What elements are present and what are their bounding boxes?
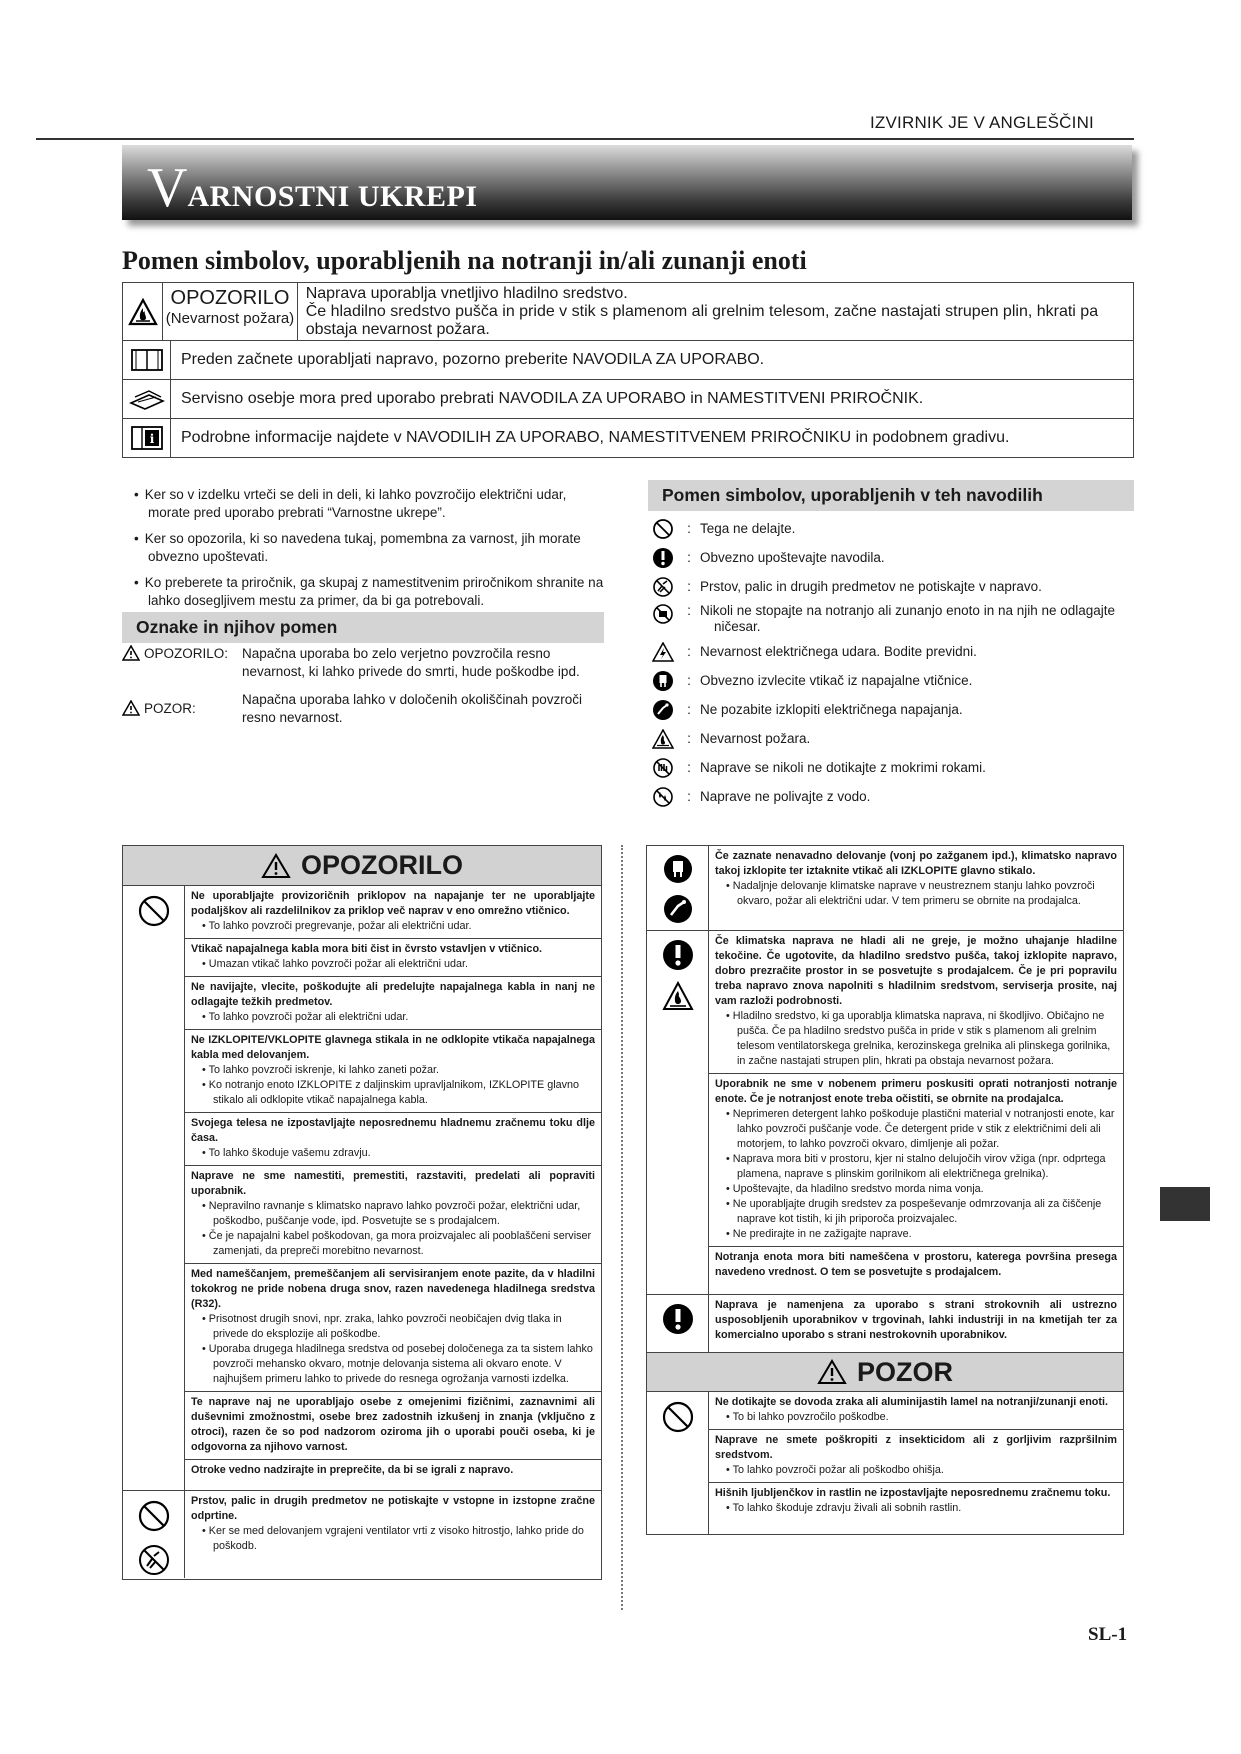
original-language-note: IZVIRNIK JE V ANGLEŠČINI: [870, 113, 1094, 132]
warning-item-title: Naprave ne sme namestiti, premestiti, razstaviti, predelati ali popraviti uporabnik.: [191, 1170, 595, 1197]
legend-text: Ne pozabite izklopiti električnega napajanja.: [700, 701, 963, 717]
warning-item-title: Ne uporabljajte provizoričnih priklopov na napajanje ter ne uporabljajte podaljškov ali razdelilnikov za priklop več naprav v eno omrežno vtičnico.: [191, 890, 595, 917]
warning-item: [185, 1263, 601, 1391]
warning-item-title: Naprava je namenjena za uporabo s strani strokovnih ali ustrezno usposobljenih uporabnikov v trgovinah, lahki industriji in na kmetijah ter za komercialno uporabo s strani nestrokovnih uporabnikov.: [715, 1299, 1117, 1341]
prohibition-icon: [661, 1400, 695, 1434]
page-number: SL-1: [1088, 1624, 1128, 1645]
mandatory-icon: [648, 547, 678, 569]
warning-text: [298, 283, 1133, 340]
warning-item-note: • Ne predirajte in ne zažigajte naprave.: [715, 1227, 1117, 1242]
unplug-icon: [663, 854, 693, 884]
warning-item: [709, 1246, 1123, 1284]
legend-text: Naprave ne polivajte z vodo.: [700, 788, 871, 804]
legend-row: : Obvezno izvlecite vtikač iz napajalne vtičnice.: [648, 666, 1134, 695]
warning-item-title: Ne IZKLOPITE/VKLOPITE glavnega stikala in ne odklopite vtikača napajalnega kabla med delovanjem.: [191, 1034, 595, 1061]
electric-shock-icon: [648, 641, 678, 663]
warning-group-icons: [647, 1392, 709, 1534]
warning-item-note: • Uporaba drugega hladilnega sredstva od posebej določenega za ta sistem lahko povzroči mehansko okvaro, motnje delovanja sistema ali okvaro enote. V najhujšem primeru lahko to privede do resnega ogrožanja varnosti izdelka.: [191, 1342, 595, 1387]
warning-group-body: [185, 886, 601, 1490]
legend-text: Prstov, palic in drugih predmetov ne potiskajte v napravo.: [700, 578, 1042, 594]
unplug-icon: [648, 670, 678, 692]
warning-item: [709, 1073, 1123, 1246]
warning-item: [185, 938, 601, 976]
warning-item-title: Med nameščanjem, premeščanjem ali servisiranjem enote pazite, da v hladilni tokokrog ne pride nobena druga snov, razen navedenega hladilnega sredstva (R32).: [191, 1268, 595, 1310]
mark-label: [122, 645, 242, 681]
mark-label: [122, 691, 242, 727]
no-water-icon: [648, 786, 678, 808]
legend-list: [648, 514, 1134, 811]
legend-row: : Naprave ne polivajte z vodo.: [648, 782, 1134, 811]
caution-title: POZOR: [856, 1356, 953, 1387]
warning-item: [185, 1112, 601, 1165]
prohibition-icon: [648, 518, 678, 540]
warning-group: [123, 1490, 601, 1578]
fire-hazard-icon: [648, 728, 678, 750]
warning-item-title: Naprave ne smete poškropiti z insekticidom ali z gorljivim razpršilnim sredstvom.: [715, 1434, 1117, 1461]
caution-header: [647, 1352, 1123, 1392]
caution-triangle-icon: [817, 1359, 847, 1385]
service-manual-icon: [123, 380, 171, 418]
mark-label-text: POZOR:: [144, 701, 196, 716]
caution-group: [647, 1392, 1123, 1534]
no-wet-hands-icon: [648, 757, 678, 779]
fire-warning-icon: [123, 283, 163, 340]
intro-bullets: [122, 486, 612, 618]
warning-group: [647, 930, 1123, 1294]
warning-triangle-icon: [261, 853, 291, 879]
warning-item: [185, 1029, 601, 1112]
warning-item-note: • To lahko škoduje vašemu zdravju.: [191, 1146, 595, 1161]
warning-table: [122, 845, 602, 1580]
symbol-row-manual: [123, 340, 1133, 379]
symbol-row-text: Podrobne informacije najdete v NAVODILIH ZA UPORABO, NAMESTITVENEM PRIROČNIKU in podobnem gradivu.: [181, 429, 1010, 446]
switch-off-icon: [663, 894, 693, 924]
warning-sub: (Nevarnost požara): [165, 310, 295, 327]
warning-item-note: • To bi lahko povzročilo poškodbe.: [715, 1410, 1117, 1425]
warning-item: [185, 1459, 601, 1482]
marks-heading: Oznake in njihov pomen: [122, 612, 604, 643]
warning-item-note: • To lahko povzroči pregrevanje, požar ali električni udar.: [191, 919, 595, 934]
mark-row-caution: [122, 691, 612, 727]
warning-item: [709, 846, 1123, 913]
warning-item-note: • Naprava mora biti v prostoru, kjer ni stalno delujočih virov vžiga (npr. odprtega plamena, naprave s plinskim gorilnikom ali električnega grelnika).: [715, 1152, 1117, 1182]
warning-item-note: • Nadaljnje delovanje klimatske naprave v neustreznem stanju lahko povzroči okvaro, požar ali električni udar. V tem primeru se obrnite na prodajalca.: [715, 879, 1117, 909]
mandatory-icon: [662, 1303, 694, 1335]
warning-item: [709, 931, 1123, 1073]
warning-item: [709, 1482, 1123, 1520]
right-warning-table: [646, 845, 1124, 1535]
prohibition-icon: [137, 1499, 171, 1533]
legend-heading: Pomen simbolov, uporabljenih v teh navodilih: [648, 480, 1134, 511]
warning-item-note: • Umazan vtikač lahko povzroči požar ali električni udar.: [191, 957, 595, 972]
warning-item: [185, 1491, 601, 1558]
warning-group: [123, 886, 601, 1490]
warning-item-title: Ne dotikajte se dovoda zraka ali aluminijastih lamel na notranji/zunanji enoti.: [715, 1396, 1108, 1408]
warning-label-cell: [163, 283, 297, 340]
warning-table-title: OPOZORILO: [301, 850, 463, 880]
warning-item-title: Ne navijajte, vlecite, poškodujte ali predelujte napajalnega kabla in nanj ne odlagajte težkih predmetov.: [191, 981, 595, 1008]
warning-item-note: • To lahko povzroči požar ali električni udar.: [191, 1010, 595, 1025]
unit-symbols-table: [122, 282, 1134, 458]
legend-text: Nevarnost požara.: [700, 730, 811, 746]
warning-item: [709, 1429, 1123, 1482]
legend-text: Nevarnost električnega udara. Bodite previdni.: [700, 643, 977, 659]
mark-desc: Napačna uporaba lahko v določenih okoliščinah povzroči resno nevarnost.: [242, 692, 582, 725]
no-step-icon: [648, 603, 678, 625]
warning-group-body: [185, 1491, 601, 1578]
title-first-letter: V: [147, 157, 188, 219]
warning-item: [185, 976, 601, 1029]
symbol-row-service: [123, 379, 1133, 418]
legend-text: Obvezno upoštevajte navodila.: [700, 549, 885, 565]
legend-row: : Obvezno upoštevajte navodila.: [648, 543, 1134, 572]
symbol-row-fire-warning: [123, 283, 1133, 340]
legend-row: : Naprave se nikoli ne dotikajte z mokrimi rokami.: [648, 753, 1134, 782]
warning-group-body: [709, 931, 1123, 1294]
warning-item-note: • Upoštevajte, da hladilno sredstvo morda nima vonja.: [715, 1182, 1117, 1197]
intro-bullet: • Ker so opozorila, ki so navedena tukaj, pomembna za varnost, jih morate obvezno upoštevati.: [122, 530, 612, 566]
warning-item: [185, 1165, 601, 1263]
warning-item-note: • Nepravilno ravnanje s klimatsko napravo lahko povzroči požar, električni udar, poškodbo, puščanje vode, ipd. Posvetujte se s prodajalcem.: [191, 1199, 595, 1229]
warning-group: [647, 1294, 1123, 1352]
warning-item-note: • Hladilno sredstvo, ki ga uporablja klimatska naprava, ni škodljivo. Običajno ne pušča. Če pa hladilno sredstvo pušča in pride v stik s plamenom ali grelnim telesom ventilatorskega grelnika, kerozinskega grelnika ali plinskega gorilnika, in začne nastajati strupen plin, hkrati pa obstaja nevarnost požara.: [715, 1009, 1117, 1069]
warning-group-icons: [123, 1491, 185, 1578]
symbol-row-text: Preden začnete uporabljati napravo, pozorno preberite NAVODILA ZA UPORABO.: [181, 351, 765, 368]
warning-item-note: • Če je napajalni kabel poškodovan, ga mora proizvajalec ali pooblaščeni serviser zamenjati, da prepreči morebitno nevarnost.: [191, 1229, 595, 1259]
mark-label-text: OPOZORILO:: [144, 646, 229, 661]
fire-hazard-icon: [662, 981, 694, 1011]
legend-row: : Prstov, palic in drugih predmetov ne potiskajte v napravo.: [648, 572, 1134, 601]
warning-item-note: • To lahko škoduje zdravju živali ali sobnih rastlin.: [715, 1501, 1117, 1516]
warning-item-note: • Prisotnost drugih snovi, npr. zraka, lahko povzroči neobičajen dvig tlaka in privede do eksplozije ali poškodbe.: [191, 1312, 595, 1342]
warning-label: OPOZORILO: [170, 287, 290, 309]
intro-bullet: • Ker so v izdelku vrteči se deli in deli, ki lahko povzročijo električni udar, morate pred uporabo prebrati “Varnostne ukrepe”.: [122, 486, 612, 522]
warning-item: [185, 886, 601, 938]
manual-book-icon: [123, 341, 171, 379]
warning-group: [647, 846, 1123, 930]
legend-row: : Ne pozabite izklopiti električnega napajanja.: [648, 695, 1134, 724]
warning-item-note: • Ne uporabljajte drugih sredstev za pospeševanje odmrzovanja ali za čiščenje naprave kot tistih, ki jih priporoča proizvajalec.: [715, 1197, 1117, 1227]
mark-row-warning: [122, 645, 612, 681]
switch-off-icon: [648, 699, 678, 721]
legend-row: : Nikoli ne stopajte na notranjo ali zunanjo enoto in na njih ne odlagajte ničesar.: [648, 601, 1134, 637]
header-rule: [36, 138, 1134, 140]
mark-desc: Napačna uporaba bo zelo verjetno povzročila resno nevarnost, ki lahko privede do smrti, hude poškodbe ipd.: [242, 646, 580, 679]
prohibition-icon: [137, 894, 171, 928]
mandatory-icon: [662, 939, 694, 971]
warning-item-title: Uporabnik ne sme v nobenem primeru poskusiti oprati notranjosti notranje enote. Če je notranjost enote treba očistiti, se obrnite na prodajalca.: [715, 1078, 1117, 1105]
warning-item-note: • Neprimeren detergent lahko poškoduje plastični material v notranjosti enote, kar lahko povzroči puščanje vode. Če detergent pride v stik z električnimi deli ali motorjem, to lahko povzroči okvaro, dimljenje ali požar.: [715, 1107, 1117, 1152]
legend-text: Naprave se nikoli ne dotikajte z mokrimi rokami.: [700, 759, 986, 775]
warning-text-line: Če hladilno sredstvo pušča in pride v stik s plamenom ali grelnim telesom, začne nastajati strupen plin, hkrati pa obstaja nevarnost požara.: [305, 303, 1099, 338]
warning-group-icons: [647, 846, 709, 930]
warning-item-title: Če zaznate nenavadno delovanje (vonj po zažganem ipd.), klimatsko napravo takoj izklopite ter iztaknite vtikač ali IZKLOPITE glavno stikalo.: [715, 850, 1117, 877]
page-title: [147, 157, 478, 219]
warning-item: [709, 1392, 1123, 1429]
no-fingers-icon: [137, 1543, 171, 1577]
warning-item-title: Notranja enota mora biti nameščena v prostoru, katerega površina presega navedeno vrednost. O tem se posvetujte s prodajalcem.: [715, 1251, 1117, 1278]
warning-item: [709, 1295, 1123, 1347]
no-fingers-icon: [648, 576, 678, 598]
intro-bullet: • Ko preberete ta priročnik, ga skupaj z namestitvenim priročnikom shranite na lahko dosegljivem mestu za primer, da bi ga potrebovali.: [122, 574, 612, 610]
legend-row: : Nevarnost električnega udara. Bodite previdni.: [648, 637, 1134, 666]
warning-item-note: • To lahko povzroči iskrenje, ki lahko zaneti požar.: [191, 1063, 595, 1078]
unit-symbols-heading: Pomen simbolov, uporabljenih na notranji in/ali zunanji enoti: [122, 246, 807, 275]
warning-group-icons: [647, 931, 709, 1294]
section-tab: [1160, 1187, 1210, 1221]
warning-group-body: [709, 1392, 1123, 1534]
marks-list: [122, 645, 612, 737]
warning-item: [185, 1391, 601, 1459]
info-book-icon: [123, 419, 171, 457]
warning-group-icons: [647, 1295, 709, 1352]
warning-item-title: Prstov, palic in drugih predmetov ne potiskajte v vstopne in izstopne zračne odprtine.: [191, 1495, 595, 1522]
warning-item-note: • Ko notranjo enoto IZKLOPITE z daljinskim upravljalnikom, IZKLOPITE glavno stikalo ali odklopite vtikač napajalnega kabla.: [191, 1078, 595, 1108]
symbol-row-info: [123, 418, 1133, 457]
warning-triangle-icon: [122, 645, 140, 661]
warning-item-note: • Ker se med delovanjem vgrajeni ventilator vrti z visoko hitrostjo, lahko pride do poškodb.: [191, 1524, 595, 1554]
warning-group-icons: [123, 886, 185, 1490]
legend-text: Tega ne delajte.: [700, 520, 796, 536]
warning-item-title: Vtikač napajalnega kabla mora biti čist in čvrsto vstavljen v vtičnico.: [191, 943, 543, 955]
warning-item-title: Svojega telesa ne izpostavljajte neposrednemu hladnemu zračnemu toku dlje časa.: [191, 1117, 595, 1144]
legend-text: Obvezno izvlecite vtikač iz napajalne vtičnice.: [700, 672, 973, 688]
warning-table-header: [123, 846, 601, 886]
warning-item-title: Hišnih ljubljenčkov in rastlin ne izpostavljajte neposrednemu zračnemu toku.: [715, 1487, 1111, 1499]
warning-text-line: Naprava uporablja vnetljivo hladilno sredstvo.: [305, 285, 628, 302]
legend-row: : Nevarnost požara.: [648, 724, 1134, 753]
legend-row: : Tega ne delajte.: [648, 514, 1134, 543]
warning-item-title: Te naprave naj ne uporabljajo osebe z omejenimi fizičnimi, zaznavnimi ali duševnimi zmožnostmi, osebe brez zadostnih izkušenj in znanja (vključno z otroci), razen če so pod nadzorom oziroma jih o uporabi pouči oseba, ki je odgovorna za njihovo varnost.: [191, 1396, 595, 1453]
legend-text: Nikoli ne stopajte na notranjo ali zunanjo enoto in na njih ne odlagajte ničesar.: [700, 603, 1116, 634]
warning-item-title: Otroke vedno nadzirajte in preprečite, da bi se igrali z napravo.: [191, 1464, 514, 1476]
warning-item-title: Če klimatska naprava ne hladi ali ne greje, je možno uhajanje hladilne tekočine. Če ugotovite, da hladilno sredstvo pušča, takoj izklopite napravo, dobro prezračite prostor in se posvetujte s prodajalcem. Če je pri popravilu treba napravo znova napolniti s hladilnim sredstvom, serviserja prosite, naj vam razloži podrobnosti.: [715, 935, 1117, 1007]
title-rest: ARNOSTNI UKREPI: [187, 180, 478, 213]
warning-item-note: • To lahko povzroči požar ali poškodbo ohišja.: [715, 1463, 1117, 1478]
column-divider: [621, 845, 623, 1610]
warning-group-body: [709, 1295, 1123, 1352]
warning-group-body: [709, 846, 1123, 930]
caution-triangle-icon: [122, 700, 140, 716]
symbol-row-text: Servisno osebje mora pred uporabo prebrati NAVODILA ZA UPORABO in NAMESTITVENI PRIROČNIK.: [181, 390, 924, 407]
svg-text:i: i: [149, 432, 154, 446]
